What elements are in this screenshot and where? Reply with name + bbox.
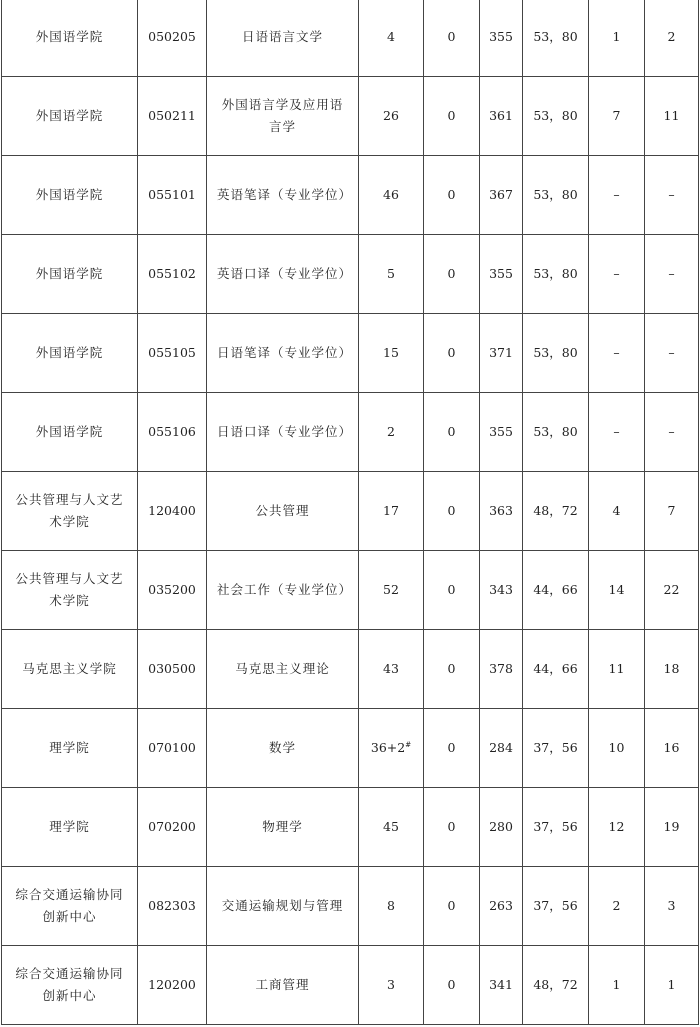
exempt-count-cell [424,472,480,551]
single-subject-score-cell [523,946,589,1025]
single-subject-score-cell-text: 37，56 [533,740,578,755]
total-score-cell [480,314,523,393]
college-cell [2,709,138,788]
plan-count-cell [359,788,424,867]
exempt-count-cell [424,867,480,946]
count-a-cell [589,235,645,314]
major-name-cell-text: 工商管理 [255,977,310,992]
plan-count-cell-text: 15 [383,345,399,360]
major-name-cell [207,867,359,946]
single-subject-score-cell [523,0,589,77]
college-cell [2,788,138,867]
count-a-cell [589,77,645,156]
count-a-cell [589,551,645,630]
exempt-count-cell [424,709,480,788]
count-b-cell-text: 3 [667,898,676,913]
exempt-count-cell-text: 0 [447,898,456,913]
count-b-cell-text: 18 [663,661,680,676]
exempt-count-cell-text: 0 [447,29,456,44]
exempt-count-cell-text: 0 [447,503,456,518]
major-code-cell [138,946,207,1025]
count-b-cell-text: 11 [663,108,680,123]
major-code-cell [138,235,207,314]
total-score-cell [480,77,523,156]
major-name-cell-text: 社会工作（专业学位） [217,582,353,597]
table-row [2,393,699,472]
major-code-cell-text: 030500 [148,661,196,676]
plan-count-cell-text: 2 [387,424,395,439]
count-b-cell [645,0,699,77]
plan-count-cell [359,156,424,235]
exempt-count-cell [424,0,480,77]
plan-count-cell-text: 45 [383,819,399,834]
single-subject-score-cell-text: 37，56 [533,819,578,834]
count-a-cell-text: 12 [608,819,625,834]
plan-count-cell-text: 17 [383,503,399,518]
major-code-cell [138,393,207,472]
major-name-cell-text: 英语笔译（专业学位） [217,187,353,202]
total-score-cell [480,472,523,551]
exempt-count-cell-text: 0 [447,187,456,202]
table-row [2,788,699,867]
plan-count-cell-text: 26 [383,108,399,123]
plan-count-cell-text: 52 [383,582,399,597]
college-cell [2,314,138,393]
total-score-cell [480,867,523,946]
single-subject-score-cell-text: 37，56 [533,898,578,913]
major-code-cell-text: 055102 [148,266,196,281]
plan-count-cell-text: 43 [383,661,399,676]
total-score-cell-text: 341 [489,977,513,992]
count-b-cell [645,788,699,867]
count-a-cell-text: – [613,187,620,202]
plan-count-cell [359,709,424,788]
total-score-cell-text: 363 [489,503,513,518]
major-name-cell-text: 数学 [268,740,296,755]
single-subject-score-cell [523,393,589,472]
admission-score-table [1,0,699,1025]
exempt-count-cell [424,630,480,709]
total-score-cell-text: 378 [489,661,513,676]
major-code-cell [138,551,207,630]
count-b-cell-text: – [668,345,675,360]
table-row [2,0,699,77]
count-b-cell-text: 7 [667,503,676,518]
count-b-cell-text: 22 [663,582,680,597]
count-b-cell-text: – [668,266,675,281]
total-score-cell [480,156,523,235]
count-b-cell-text: 19 [663,819,680,834]
count-b-cell [645,472,699,551]
single-subject-score-cell [523,314,589,393]
count-a-cell [589,393,645,472]
count-a-cell-text: – [613,266,620,281]
major-name-cell-text: 日语笔译（专业学位） [217,345,353,360]
single-subject-score-cell-text: 44，66 [533,661,578,676]
college-cell [2,235,138,314]
college-cell-text: 外国语学院 [35,345,104,360]
table-row [2,77,699,156]
major-code-cell-text: 070200 [148,819,196,834]
single-subject-score-cell [523,630,589,709]
single-subject-score-cell [523,235,589,314]
count-a-cell-text: 14 [608,582,625,597]
college-cell-text: 综合交通运输协同创新中心 [15,887,124,924]
count-a-cell [589,709,645,788]
major-name-cell [207,393,359,472]
count-a-cell-text: 4 [612,503,621,518]
single-subject-score-cell [523,156,589,235]
plan-count-cell-text: 46 [383,187,399,202]
college-cell-text: 理学院 [49,819,90,834]
exempt-count-cell [424,314,480,393]
exempt-count-cell-text: 0 [447,582,456,597]
major-name-cell [207,472,359,551]
major-name-cell-text: 外国语言学及应用语言学 [221,97,344,134]
single-subject-score-cell-text: 53，80 [533,108,578,123]
total-score-cell [480,788,523,867]
count-b-cell-text: 2 [667,29,676,44]
count-b-cell [645,551,699,630]
major-code-cell [138,788,207,867]
college-cell-text: 综合交通运输协同创新中心 [15,966,124,1003]
college-cell-text: 外国语学院 [35,266,104,281]
major-code-cell-text: 035200 [148,582,196,597]
plan-count-cell [359,235,424,314]
single-subject-score-cell-text: 53，80 [533,266,578,281]
count-a-cell-text: – [613,424,620,439]
plan-count-cell [359,393,424,472]
count-b-cell [645,314,699,393]
count-a-cell-text: 11 [608,661,625,676]
count-b-cell [645,393,699,472]
major-code-cell [138,314,207,393]
exempt-count-cell [424,393,480,472]
major-name-cell-text: 英语口译（专业学位） [217,266,353,281]
major-name-cell-text: 公共管理 [255,503,310,518]
count-a-cell [589,630,645,709]
count-a-cell [589,867,645,946]
table-row [2,156,699,235]
count-a-cell [589,0,645,77]
exempt-count-cell [424,788,480,867]
single-subject-score-cell [523,551,589,630]
exempt-count-cell-text: 0 [447,661,456,676]
total-score-cell-text: 263 [489,898,513,913]
exempt-count-cell-text: 0 [447,345,456,360]
exempt-count-cell [424,551,480,630]
total-score-cell-text: 367 [489,187,513,202]
major-code-cell [138,630,207,709]
college-cell-text: 外国语学院 [35,108,104,123]
table-row [2,472,699,551]
total-score-cell [480,393,523,472]
table-row [2,314,699,393]
major-code-cell [138,156,207,235]
total-score-cell [480,235,523,314]
single-subject-score-cell-text: 53，80 [533,187,578,202]
plan-count-cell-text: 4 [387,29,395,44]
total-score-cell-text: 355 [489,29,513,44]
count-a-cell [589,472,645,551]
major-code-cell-text: 070100 [148,740,196,755]
total-score-cell [480,946,523,1025]
exempt-count-cell [424,156,480,235]
major-code-cell [138,77,207,156]
major-name-cell [207,314,359,393]
single-subject-score-cell-text: 53，80 [533,424,578,439]
major-code-cell-text: 055101 [148,187,196,202]
count-b-cell [645,630,699,709]
single-subject-score-cell [523,77,589,156]
exempt-count-cell [424,235,480,314]
total-score-cell [480,630,523,709]
exempt-count-cell-text: 0 [447,977,456,992]
plan-count-cell-text: 3 [387,977,395,992]
table-row [2,235,699,314]
major-code-cell-text: 082303 [148,898,196,913]
exempt-count-cell-text: 0 [447,819,456,834]
count-a-cell-text: – [613,345,620,360]
college-cell [2,77,138,156]
plan-count-cell-text: 36+2 [370,740,406,755]
plan-count-cell [359,314,424,393]
exempt-count-cell-text: 0 [447,424,456,439]
college-cell [2,946,138,1025]
count-b-cell-text: – [668,424,675,439]
total-score-cell [480,0,523,77]
exempt-count-cell [424,946,480,1025]
major-code-cell [138,472,207,551]
plan-count-cell [359,0,424,77]
major-name-cell-text: 物理学 [262,819,303,834]
major-code-cell-text: 050211 [148,108,196,123]
count-b-cell [645,235,699,314]
plan-count-cell [359,472,424,551]
major-name-cell [207,946,359,1025]
exempt-count-cell-text: 0 [447,740,456,755]
total-score-cell-text: 371 [489,345,513,360]
count-b-cell-text: – [668,187,675,202]
table-row [2,867,699,946]
college-cell [2,472,138,551]
college-cell [2,0,138,77]
major-code-cell-text: 055106 [148,424,196,439]
college-cell-text: 外国语学院 [35,424,104,439]
single-subject-score-cell-text: 53，80 [533,345,578,360]
count-a-cell-text: 1 [612,29,621,44]
major-name-cell-text: 日语语言文学 [241,29,323,44]
total-score-cell-text: 284 [489,740,513,755]
count-a-cell [589,788,645,867]
major-name-cell [207,156,359,235]
college-cell-text: 马克思主义学院 [22,661,117,676]
table-row [2,946,699,1025]
major-name-cell-text: 日语口译（专业学位） [217,424,353,439]
single-subject-score-cell-text: 48，72 [533,503,578,518]
single-subject-score-cell-text: 44，66 [533,582,578,597]
count-a-cell-text: 2 [612,898,621,913]
plan-count-cell [359,630,424,709]
major-name-cell [207,0,359,77]
major-name-cell [207,709,359,788]
count-b-cell-text: 1 [667,977,676,992]
total-score-cell-text: 355 [489,266,513,281]
table-row [2,709,699,788]
exempt-count-cell-text: 0 [447,266,456,281]
major-code-cell-text: 050205 [148,29,196,44]
major-code-cell [138,0,207,77]
plan-count-cell [359,77,424,156]
college-cell-text: 理学院 [49,740,90,755]
major-name-cell-text: 交通运输规划与管理 [221,898,344,913]
college-cell-text: 公共管理与人文艺术学院 [15,571,124,608]
major-code-cell-text: 055105 [148,345,196,360]
count-a-cell-text: 1 [612,977,621,992]
total-score-cell-text: 343 [489,582,513,597]
count-b-cell [645,946,699,1025]
count-a-cell [589,946,645,1025]
single-subject-score-cell-text: 48，72 [533,977,578,992]
plan-count-cell-text: 8 [387,898,395,913]
count-a-cell-text: 7 [612,108,621,123]
plan-count-cell [359,551,424,630]
total-score-cell [480,709,523,788]
major-name-cell [207,235,359,314]
count-a-cell [589,156,645,235]
college-cell [2,156,138,235]
single-subject-score-cell-text: 53，80 [533,29,578,44]
table-row [2,551,699,630]
count-b-cell [645,709,699,788]
count-b-cell [645,156,699,235]
table-row [2,630,699,709]
major-name-cell [207,630,359,709]
total-score-cell-text: 361 [489,108,513,123]
exempt-count-cell [424,77,480,156]
major-code-cell-text: 120400 [148,503,196,518]
count-a-cell-text: 10 [608,740,625,755]
single-subject-score-cell [523,867,589,946]
college-cell-text: 外国语学院 [35,187,104,202]
college-cell [2,551,138,630]
count-b-cell [645,77,699,156]
count-b-cell-text: 16 [663,740,680,755]
single-subject-score-cell [523,709,589,788]
major-name-cell [207,551,359,630]
college-cell [2,630,138,709]
major-code-cell [138,709,207,788]
major-name-cell-text: 马克思主义理论 [235,661,330,676]
total-score-cell-text: 280 [489,819,513,834]
single-subject-score-cell [523,472,589,551]
major-code-cell-text: 120200 [148,977,196,992]
major-code-cell [138,867,207,946]
table-body [2,0,699,1025]
exempt-count-cell-text: 0 [447,108,456,123]
college-cell [2,867,138,946]
footnote-mark: # [405,740,412,749]
total-score-cell-text: 355 [489,424,513,439]
major-name-cell [207,77,359,156]
plan-count-cell-text: 5 [387,266,395,281]
plan-count-cell [359,867,424,946]
total-score-cell [480,551,523,630]
plan-count-cell [359,946,424,1025]
college-cell [2,393,138,472]
major-name-cell [207,788,359,867]
count-b-cell [645,867,699,946]
college-cell-text: 公共管理与人文艺术学院 [15,492,124,529]
college-cell-text: 外国语学院 [35,29,104,44]
single-subject-score-cell [523,788,589,867]
count-a-cell [589,314,645,393]
